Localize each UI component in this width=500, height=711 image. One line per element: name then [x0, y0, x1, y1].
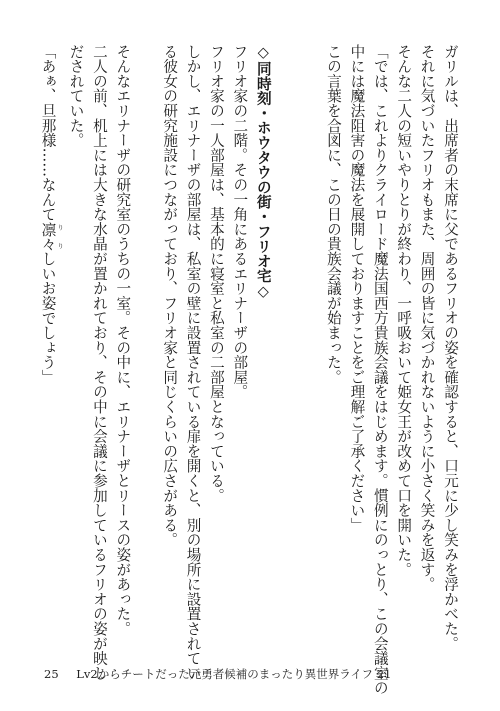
body-line: フリオ家の二階。その一角にあるエリナーザの部屋。 — [231, 44, 249, 400]
blank-line — [298, 44, 321, 634]
body-line: ガリルは、出席者の末席に父であるフリオの姿を確認すると、口元に少し笑みを浮かべた。 — [442, 44, 459, 651]
body-line: る彼女の研究施設につながっており、フリオ家と同じくらいの広さがある。 — [161, 44, 179, 548]
body-line: だされていた。 — [67, 44, 85, 148]
body-line: 中には魔法阻害の魔法を展開しておりますことをご理解ご了承ください」 — [348, 44, 366, 533]
body-line: この言葉を合図に、この日の貴族会議が始まった。 — [324, 44, 342, 385]
body-line: しかし、エリナーザの部屋は、私室の壁に設置されている扉を開くと、別の場所に設置されてい — [184, 44, 202, 681]
blank-line — [275, 44, 298, 634]
body-line: そんなエリナーザの研究室のうちの一室。その中に、エリナーザとリースの姿があった。 — [114, 44, 132, 636]
body-line: 「あぁ、旦那様……なんて凛々 り りしいお姿でしょう」 — [39, 44, 65, 385]
section-heading: ◇同時刻・ホウタウの街・フリオ宅◇ — [254, 44, 272, 301]
page-number: 25 — [44, 667, 59, 681]
body-line: フリオ家の一人部屋は、基本的に寝室と私室の二部屋となっている。 — [207, 44, 225, 503]
page-footer — [44, 666, 391, 682]
ruby-annotation: 凛々 り り — [39, 221, 65, 252]
blank-line — [134, 44, 157, 634]
running-title: Lv2からチートだった元勇者候補のまったり異世界ライフ 21 — [76, 667, 392, 681]
body-line: それに気づいたフリオもまた、周囲の皆に気づかれないように小さく笑みを返す。 — [418, 44, 436, 592]
body-line: 二人の前、机上には大きな水晶が置かれており、その中に会議に参加しているフリオの姿が映し — [90, 44, 108, 681]
body-line: そんな二人の短いやりとりが終わり、一呼吸おいて姫女王が改めて口を開いた。 — [395, 44, 413, 577]
body-line: 「では、これよりクライロード魔法国西方貴族会議をはじめます。慣例にのっとり、この会議室の — [371, 44, 389, 696]
